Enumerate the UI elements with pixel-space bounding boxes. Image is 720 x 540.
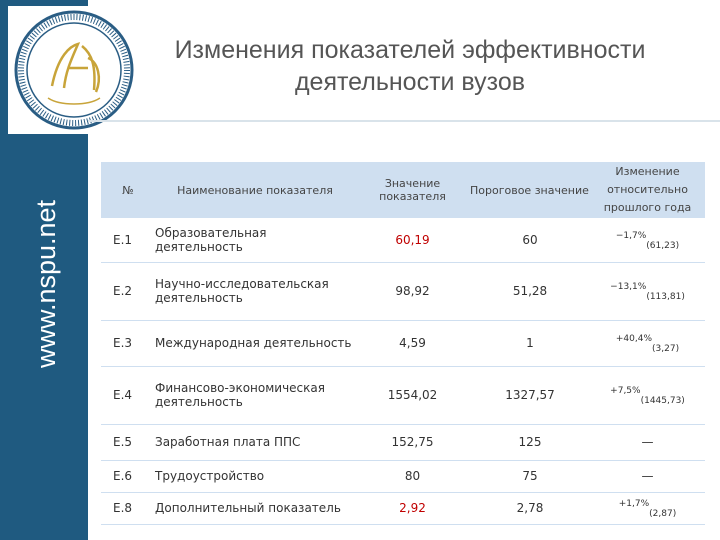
table-row [101,218,705,262]
row-name: Научно-исследовательская деятельность [155,262,355,320]
row-change: — [590,460,705,492]
row-change [590,262,705,320]
header-change: Изменение относительно прошлого года [590,162,705,218]
row-num: Е.6 [101,460,155,492]
row-name: Образовательная деятельность [155,218,355,262]
row-value: 98,92 [355,262,470,320]
row-threshold: 51,28 [470,262,590,320]
row-threshold: 75 [470,460,590,492]
row-threshold: 1 [470,320,590,366]
change-percent: +1,7% [618,499,650,509]
change-percent: +7,5% [610,386,641,396]
table-header-row [101,162,705,218]
header-name: Наименование показателя [155,162,355,218]
title-line-1: Изменения показателей эффективности [174,36,646,64]
header-value: Значение показателя [355,162,470,218]
row-num: Е.4 [101,366,155,424]
row-name: Финансово-экономическая деятельность [155,366,355,424]
row-num: Е.3 [101,320,155,366]
row-threshold: 125 [470,424,590,460]
table-row [101,460,705,492]
page-title [120,34,700,98]
row-value: 4,59 [355,320,470,366]
row-name: Заработная плата ППС [155,424,355,460]
row-num: Е.8 [101,492,155,524]
row-value: 80 [355,460,470,492]
change-percent: −13,1% [610,282,647,292]
row-value: 152,75 [355,424,470,460]
row-change: — [590,424,705,460]
row-value: 2,92 [355,492,470,524]
row-change [590,492,705,524]
row-threshold: 1327,57 [470,366,590,424]
table-row [101,424,705,460]
change-previous: (61,23) [646,240,680,251]
title-line-2: деятельности вузов [294,68,526,96]
row-name: Трудоустройство [155,460,355,492]
table-row [101,320,705,366]
site-url: www.nspu.net [31,199,61,369]
row-num: Е.2 [101,262,155,320]
row-num: Е.1 [101,218,155,262]
table-row [101,262,705,320]
indicators-table [101,162,705,525]
header-divider [88,120,720,122]
row-name: Международная деятельность [155,320,355,366]
change-percent: −1,7% [615,230,647,241]
header-threshold: Пороговое значение [470,162,590,218]
change-previous: (2,87) [649,509,677,519]
row-num: Е.5 [101,424,155,460]
row-change [590,320,705,366]
change-previous: (3,27) [652,344,680,354]
row-name: Дополнительный показатель [155,492,355,524]
table-row [101,366,705,424]
row-threshold: 60 [470,218,590,262]
row-value: 1554,02 [355,366,470,424]
row-change [590,218,705,262]
table-row [101,492,705,524]
row-value: 60,19 [355,218,470,262]
row-change [590,366,705,424]
row-threshold: 2,78 [470,492,590,524]
change-percent: +40,4% [615,334,653,344]
change-previous: (1445,73) [640,396,685,406]
header-num: № [101,162,155,218]
change-previous: (113,81) [646,292,685,302]
